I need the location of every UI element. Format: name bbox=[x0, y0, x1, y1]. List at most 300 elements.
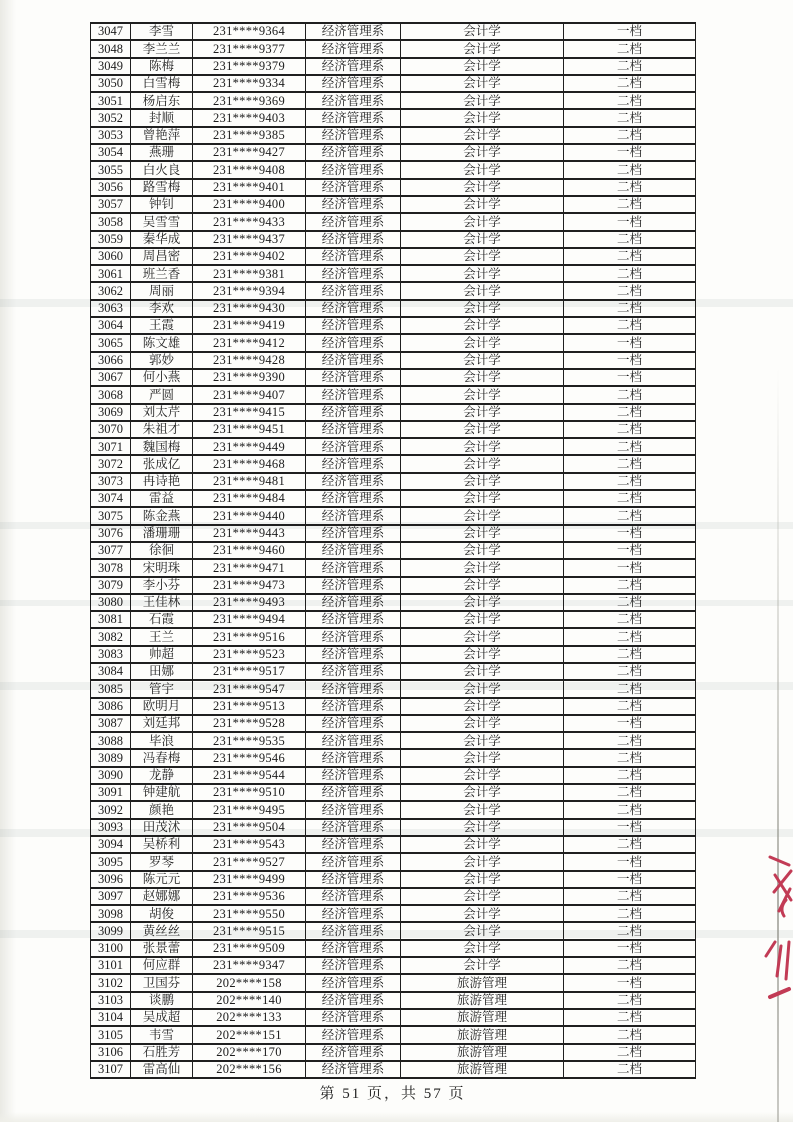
table-row bbox=[91, 421, 696, 438]
student-name-cell: 潘珊珊 bbox=[131, 525, 193, 542]
major-cell: 旅游管理 bbox=[401, 974, 564, 991]
major-cell: 旅游管理 bbox=[401, 1044, 564, 1061]
major-cell: 会计学 bbox=[401, 438, 564, 455]
tier-cell: 一档 bbox=[564, 871, 696, 888]
tier-cell: 一档 bbox=[564, 352, 696, 369]
student-id-cell: 202****158 bbox=[193, 974, 306, 991]
student-name-cell: 曾艳萍 bbox=[131, 127, 193, 144]
major-cell: 会计学 bbox=[401, 749, 564, 766]
student-id-cell: 231****9415 bbox=[193, 404, 306, 421]
major-cell: 会计学 bbox=[401, 905, 564, 922]
department-cell: 经济管理系 bbox=[306, 404, 401, 421]
table-row bbox=[91, 282, 696, 299]
tier-cell: 一档 bbox=[564, 559, 696, 576]
student-name-cell: 欧明月 bbox=[131, 698, 193, 715]
student-name-cell: 赵娜娜 bbox=[131, 888, 193, 905]
student-name-cell: 陈金燕 bbox=[131, 507, 193, 524]
major-cell: 会计学 bbox=[401, 127, 564, 144]
scan-edge-shade-bottom bbox=[0, 1112, 793, 1122]
tier-cell: 二档 bbox=[564, 127, 696, 144]
student-id-cell: 231****9369 bbox=[193, 92, 306, 109]
tier-cell: 二档 bbox=[564, 196, 696, 213]
department-cell: 经济管理系 bbox=[306, 628, 401, 645]
row-number-cell: 3077 bbox=[91, 542, 131, 559]
major-cell: 会计学 bbox=[401, 698, 564, 715]
student-id-cell: 231****9443 bbox=[193, 525, 306, 542]
student-id-cell: 202****170 bbox=[193, 1044, 306, 1061]
department-cell: 经济管理系 bbox=[306, 40, 401, 57]
table-row bbox=[91, 525, 696, 542]
student-id-cell: 231****9403 bbox=[193, 109, 306, 126]
department-cell: 经济管理系 bbox=[306, 1009, 401, 1026]
student-name-cell: 王霞 bbox=[131, 317, 193, 334]
row-number-cell: 3075 bbox=[91, 507, 131, 524]
student-id-cell: 231****9347 bbox=[193, 957, 306, 974]
department-cell: 经济管理系 bbox=[306, 179, 401, 196]
student-name-cell: 李小芬 bbox=[131, 577, 193, 594]
student-id-cell: 202****133 bbox=[193, 1009, 306, 1026]
row-number-cell: 3093 bbox=[91, 819, 131, 836]
table-row bbox=[91, 594, 696, 611]
table-body bbox=[91, 23, 696, 1078]
department-cell: 经济管理系 bbox=[306, 940, 401, 957]
tier-cell: 二档 bbox=[564, 507, 696, 524]
table-row bbox=[91, 871, 696, 888]
department-cell: 经济管理系 bbox=[306, 213, 401, 230]
table-row bbox=[91, 698, 696, 715]
row-number-cell: 3103 bbox=[91, 992, 131, 1009]
department-cell: 经济管理系 bbox=[306, 992, 401, 1009]
student-id-cell: 231****9407 bbox=[193, 386, 306, 403]
tier-cell: 二档 bbox=[564, 282, 696, 299]
student-name-cell: 周昌密 bbox=[131, 248, 193, 265]
student-id-cell: 231****9528 bbox=[193, 715, 306, 732]
row-number-cell: 3079 bbox=[91, 577, 131, 594]
student-id-cell: 231****9523 bbox=[193, 646, 306, 663]
major-cell: 会计学 bbox=[401, 732, 564, 749]
table-row bbox=[91, 542, 696, 559]
table-row bbox=[91, 784, 696, 801]
major-cell: 会计学 bbox=[401, 196, 564, 213]
student-id-cell: 231****9334 bbox=[193, 75, 306, 92]
tier-cell: 二档 bbox=[564, 421, 696, 438]
row-number-cell: 3092 bbox=[91, 801, 131, 818]
row-number-cell: 3055 bbox=[91, 161, 131, 178]
table-row bbox=[91, 248, 696, 265]
student-name-cell: 韦雪 bbox=[131, 1026, 193, 1043]
department-cell: 经济管理系 bbox=[306, 127, 401, 144]
student-id-cell: 202****156 bbox=[193, 1061, 306, 1078]
table-row bbox=[91, 455, 696, 472]
student-id-cell: 231****9515 bbox=[193, 922, 306, 939]
major-cell: 会计学 bbox=[401, 404, 564, 421]
department-cell: 经济管理系 bbox=[306, 749, 401, 766]
student-id-cell: 202****151 bbox=[193, 1026, 306, 1043]
table-row bbox=[91, 144, 696, 161]
row-number-cell: 3085 bbox=[91, 680, 131, 697]
table-row bbox=[91, 369, 696, 386]
tier-cell: 二档 bbox=[564, 767, 696, 784]
row-number-cell: 3074 bbox=[91, 490, 131, 507]
tier-cell: 二档 bbox=[564, 455, 696, 472]
major-cell: 会计学 bbox=[401, 421, 564, 438]
table-row bbox=[91, 611, 696, 628]
row-number-cell: 3084 bbox=[91, 663, 131, 680]
student-id-cell: 231****9377 bbox=[193, 40, 306, 57]
major-cell: 会计学 bbox=[401, 559, 564, 576]
department-cell: 经济管理系 bbox=[306, 646, 401, 663]
major-cell: 旅游管理 bbox=[401, 1061, 564, 1078]
department-cell: 经济管理系 bbox=[306, 767, 401, 784]
student-name-cell: 白雪梅 bbox=[131, 75, 193, 92]
tier-cell: 二档 bbox=[564, 58, 696, 75]
table-row bbox=[91, 334, 696, 351]
tier-cell: 二档 bbox=[564, 888, 696, 905]
tier-cell: 二档 bbox=[564, 1026, 696, 1043]
table-row bbox=[91, 386, 696, 403]
row-number-cell: 3091 bbox=[91, 784, 131, 801]
row-number-cell: 3052 bbox=[91, 109, 131, 126]
row-number-cell: 3104 bbox=[91, 1009, 131, 1026]
student-id-cell: 231****9513 bbox=[193, 698, 306, 715]
tier-cell: 二档 bbox=[564, 40, 696, 57]
student-name-cell: 严圆 bbox=[131, 386, 193, 403]
student-id-cell: 231****9381 bbox=[193, 265, 306, 282]
major-cell: 会计学 bbox=[401, 628, 564, 645]
row-number-cell: 3083 bbox=[91, 646, 131, 663]
student-id-cell: 231****9400 bbox=[193, 196, 306, 213]
student-name-cell: 陈元元 bbox=[131, 871, 193, 888]
department-cell: 经济管理系 bbox=[306, 282, 401, 299]
department-cell: 经济管理系 bbox=[306, 58, 401, 75]
department-cell: 经济管理系 bbox=[306, 248, 401, 265]
department-cell: 经济管理系 bbox=[306, 196, 401, 213]
major-cell: 会计学 bbox=[401, 40, 564, 57]
student-id-cell: 231****9473 bbox=[193, 577, 306, 594]
tier-cell: 一档 bbox=[564, 542, 696, 559]
student-name-cell: 龙静 bbox=[131, 767, 193, 784]
row-number-cell: 3049 bbox=[91, 58, 131, 75]
student-id-cell: 231****9535 bbox=[193, 732, 306, 749]
tier-cell: 二档 bbox=[564, 663, 696, 680]
tier-cell: 一档 bbox=[564, 853, 696, 870]
table-row bbox=[91, 490, 696, 507]
table-row bbox=[91, 801, 696, 818]
row-number-cell: 3086 bbox=[91, 698, 131, 715]
table-row bbox=[91, 974, 696, 991]
student-name-cell: 白火良 bbox=[131, 161, 193, 178]
student-name-cell: 王佳林 bbox=[131, 594, 193, 611]
major-cell: 会计学 bbox=[401, 455, 564, 472]
major-cell: 会计学 bbox=[401, 179, 564, 196]
table-row bbox=[91, 23, 696, 40]
table-row bbox=[91, 75, 696, 92]
student-name-cell: 周丽 bbox=[131, 282, 193, 299]
major-cell: 会计学 bbox=[401, 161, 564, 178]
department-cell: 经济管理系 bbox=[306, 559, 401, 576]
department-cell: 经济管理系 bbox=[306, 680, 401, 697]
table-row bbox=[91, 265, 696, 282]
row-number-cell: 3082 bbox=[91, 628, 131, 645]
row-number-cell: 3048 bbox=[91, 40, 131, 57]
student-id-cell: 231****9527 bbox=[193, 853, 306, 870]
row-number-cell: 3067 bbox=[91, 369, 131, 386]
department-cell: 经济管理系 bbox=[306, 542, 401, 559]
student-name-cell: 雷益 bbox=[131, 490, 193, 507]
student-name-cell: 田娜 bbox=[131, 663, 193, 680]
student-name-cell: 张成亿 bbox=[131, 455, 193, 472]
student-id-cell: 231****9471 bbox=[193, 559, 306, 576]
row-number-cell: 3056 bbox=[91, 179, 131, 196]
department-cell: 经济管理系 bbox=[306, 75, 401, 92]
student-name-cell: 李雪 bbox=[131, 23, 193, 40]
student-name-cell: 管宇 bbox=[131, 680, 193, 697]
table-row bbox=[91, 196, 696, 213]
table-row bbox=[91, 577, 696, 594]
student-id-cell: 231****9390 bbox=[193, 369, 306, 386]
major-cell: 会计学 bbox=[401, 92, 564, 109]
row-number-cell: 3105 bbox=[91, 1026, 131, 1043]
student-id-cell: 231****9401 bbox=[193, 179, 306, 196]
table-row bbox=[91, 732, 696, 749]
major-cell: 会计学 bbox=[401, 265, 564, 282]
table-row bbox=[91, 109, 696, 126]
major-cell: 会计学 bbox=[401, 109, 564, 126]
table-row bbox=[91, 853, 696, 870]
major-cell: 会计学 bbox=[401, 871, 564, 888]
tier-cell: 二档 bbox=[564, 992, 696, 1009]
student-name-cell: 班兰香 bbox=[131, 265, 193, 282]
student-name-cell: 何应群 bbox=[131, 957, 193, 974]
row-number-cell: 3060 bbox=[91, 248, 131, 265]
tier-cell: 一档 bbox=[564, 715, 696, 732]
student-name-cell: 田茂沭 bbox=[131, 819, 193, 836]
table-row bbox=[91, 438, 696, 455]
row-number-cell: 3099 bbox=[91, 922, 131, 939]
student-name-cell: 宋明珠 bbox=[131, 559, 193, 576]
student-name-cell: 陈梅 bbox=[131, 58, 193, 75]
student-id-cell: 231****9379 bbox=[193, 58, 306, 75]
major-cell: 会计学 bbox=[401, 577, 564, 594]
table-row bbox=[91, 992, 696, 1009]
student-name-cell: 毕浪 bbox=[131, 732, 193, 749]
student-name-cell: 颜艳 bbox=[131, 801, 193, 818]
major-cell: 会计学 bbox=[401, 922, 564, 939]
student-name-cell: 何小燕 bbox=[131, 369, 193, 386]
major-cell: 会计学 bbox=[401, 784, 564, 801]
row-number-cell: 3072 bbox=[91, 455, 131, 472]
major-cell: 会计学 bbox=[401, 957, 564, 974]
row-number-cell: 3088 bbox=[91, 732, 131, 749]
major-cell: 会计学 bbox=[401, 369, 564, 386]
student-name-cell: 燕珊 bbox=[131, 144, 193, 161]
row-number-cell: 3065 bbox=[91, 334, 131, 351]
row-number-cell: 3061 bbox=[91, 265, 131, 282]
tier-cell: 二档 bbox=[564, 628, 696, 645]
major-cell: 会计学 bbox=[401, 231, 564, 248]
table-row bbox=[91, 179, 696, 196]
student-name-cell: 冉诗艳 bbox=[131, 473, 193, 490]
major-cell: 旅游管理 bbox=[401, 1026, 564, 1043]
department-cell: 经济管理系 bbox=[306, 161, 401, 178]
student-name-cell: 吴雪雪 bbox=[131, 213, 193, 230]
tier-cell: 二档 bbox=[564, 317, 696, 334]
tier-cell: 二档 bbox=[564, 577, 696, 594]
department-cell: 经济管理系 bbox=[306, 23, 401, 40]
student-id-cell: 231****9550 bbox=[193, 905, 306, 922]
tier-cell: 二档 bbox=[564, 1009, 696, 1026]
table-row bbox=[91, 957, 696, 974]
table-row bbox=[91, 473, 696, 490]
tier-cell: 一档 bbox=[564, 974, 696, 991]
page-edge-line bbox=[777, 368, 779, 1122]
department-cell: 经济管理系 bbox=[306, 525, 401, 542]
row-number-cell: 3100 bbox=[91, 940, 131, 957]
student-name-cell: 李欢 bbox=[131, 300, 193, 317]
department-cell: 经济管理系 bbox=[306, 144, 401, 161]
row-number-cell: 3070 bbox=[91, 421, 131, 438]
student-name-cell: 路雪梅 bbox=[131, 179, 193, 196]
student-name-cell: 徐徊 bbox=[131, 542, 193, 559]
student-name-cell: 吴成超 bbox=[131, 1009, 193, 1026]
row-number-cell: 3097 bbox=[91, 888, 131, 905]
major-cell: 会计学 bbox=[401, 715, 564, 732]
row-number-cell: 3078 bbox=[91, 559, 131, 576]
table-row bbox=[91, 922, 696, 939]
table-row bbox=[91, 92, 696, 109]
student-name-cell: 刘廷邦 bbox=[131, 715, 193, 732]
department-cell: 经济管理系 bbox=[306, 109, 401, 126]
department-cell: 经济管理系 bbox=[306, 663, 401, 680]
student-id-cell: 202****140 bbox=[193, 992, 306, 1009]
student-id-cell: 231****9385 bbox=[193, 127, 306, 144]
table-row bbox=[91, 905, 696, 922]
department-cell: 经济管理系 bbox=[306, 594, 401, 611]
major-cell: 会计学 bbox=[401, 663, 564, 680]
table-row bbox=[91, 40, 696, 57]
table-row bbox=[91, 507, 696, 524]
department-cell: 经济管理系 bbox=[306, 801, 401, 818]
student-id-cell: 231****9504 bbox=[193, 819, 306, 836]
major-cell: 会计学 bbox=[401, 317, 564, 334]
row-number-cell: 3106 bbox=[91, 1044, 131, 1061]
tier-cell: 一档 bbox=[564, 334, 696, 351]
table-row bbox=[91, 352, 696, 369]
tier-cell: 二档 bbox=[564, 404, 696, 421]
student-id-cell: 231****9510 bbox=[193, 784, 306, 801]
student-id-cell: 231****9543 bbox=[193, 836, 306, 853]
table-row bbox=[91, 749, 696, 766]
tier-cell: 二档 bbox=[564, 749, 696, 766]
student-name-cell: 冯春梅 bbox=[131, 749, 193, 766]
department-cell: 经济管理系 bbox=[306, 317, 401, 334]
department-cell: 经济管理系 bbox=[306, 386, 401, 403]
row-number-cell: 3107 bbox=[91, 1061, 131, 1078]
student-name-cell: 钟钊 bbox=[131, 196, 193, 213]
tier-cell: 二档 bbox=[564, 300, 696, 317]
department-cell: 经济管理系 bbox=[306, 334, 401, 351]
department-cell: 经济管理系 bbox=[306, 784, 401, 801]
major-cell: 会计学 bbox=[401, 248, 564, 265]
row-number-cell: 3066 bbox=[91, 352, 131, 369]
tier-cell: 二档 bbox=[564, 161, 696, 178]
tier-cell: 二档 bbox=[564, 905, 696, 922]
row-number-cell: 3096 bbox=[91, 871, 131, 888]
student-id-cell: 231****9428 bbox=[193, 352, 306, 369]
department-cell: 经济管理系 bbox=[306, 957, 401, 974]
department-cell: 经济管理系 bbox=[306, 265, 401, 282]
department-cell: 经济管理系 bbox=[306, 473, 401, 490]
row-number-cell: 3053 bbox=[91, 127, 131, 144]
row-number-cell: 3062 bbox=[91, 282, 131, 299]
department-cell: 经济管理系 bbox=[306, 974, 401, 991]
tier-cell: 二档 bbox=[564, 680, 696, 697]
major-cell: 会计学 bbox=[401, 819, 564, 836]
row-number-cell: 3054 bbox=[91, 144, 131, 161]
scan-edge-shade-left bbox=[0, 0, 16, 1122]
student-id-cell: 231****9499 bbox=[193, 871, 306, 888]
student-id-cell: 231****9494 bbox=[193, 611, 306, 628]
row-number-cell: 3051 bbox=[91, 92, 131, 109]
major-cell: 会计学 bbox=[401, 853, 564, 870]
roster-table-container bbox=[90, 22, 695, 1079]
tier-cell: 二档 bbox=[564, 179, 696, 196]
student-name-cell: 卫国芬 bbox=[131, 974, 193, 991]
table-row bbox=[91, 1044, 696, 1061]
student-id-cell: 231****9460 bbox=[193, 542, 306, 559]
department-cell: 经济管理系 bbox=[306, 698, 401, 715]
major-cell: 会计学 bbox=[401, 58, 564, 75]
row-number-cell: 3089 bbox=[91, 749, 131, 766]
table-row bbox=[91, 58, 696, 75]
red-handwriting-marks bbox=[750, 845, 793, 1030]
student-grade-table bbox=[90, 22, 696, 1079]
row-number-cell: 3068 bbox=[91, 386, 131, 403]
tier-cell: 一档 bbox=[564, 819, 696, 836]
department-cell: 经济管理系 bbox=[306, 455, 401, 472]
row-number-cell: 3102 bbox=[91, 974, 131, 991]
student-name-cell: 刘太芹 bbox=[131, 404, 193, 421]
department-cell: 经济管理系 bbox=[306, 715, 401, 732]
major-cell: 会计学 bbox=[401, 23, 564, 40]
student-name-cell: 谈鹏 bbox=[131, 992, 193, 1009]
tier-cell: 二档 bbox=[564, 386, 696, 403]
row-number-cell: 3090 bbox=[91, 767, 131, 784]
student-name-cell: 秦华成 bbox=[131, 231, 193, 248]
student-name-cell: 王兰 bbox=[131, 628, 193, 645]
page-number-footer: 第 51 页，共 57 页 bbox=[319, 1086, 466, 1102]
tier-cell: 二档 bbox=[564, 698, 696, 715]
student-name-cell: 钟建航 bbox=[131, 784, 193, 801]
table-row bbox=[91, 663, 696, 680]
row-number-cell: 3057 bbox=[91, 196, 131, 213]
tier-cell: 二档 bbox=[564, 801, 696, 818]
department-cell: 经济管理系 bbox=[306, 922, 401, 939]
student-name-cell: 雷高仙 bbox=[131, 1061, 193, 1078]
student-id-cell: 231****9433 bbox=[193, 213, 306, 230]
student-id-cell: 231****9412 bbox=[193, 334, 306, 351]
major-cell: 会计学 bbox=[401, 144, 564, 161]
student-id-cell: 231****9547 bbox=[193, 680, 306, 697]
row-number-cell: 3058 bbox=[91, 213, 131, 230]
student-id-cell: 231****9449 bbox=[193, 438, 306, 455]
department-cell: 经济管理系 bbox=[306, 421, 401, 438]
tier-cell: 一档 bbox=[564, 940, 696, 957]
student-id-cell: 231****9536 bbox=[193, 888, 306, 905]
department-cell: 经济管理系 bbox=[306, 836, 401, 853]
department-cell: 经济管理系 bbox=[306, 577, 401, 594]
tier-cell: 二档 bbox=[564, 109, 696, 126]
